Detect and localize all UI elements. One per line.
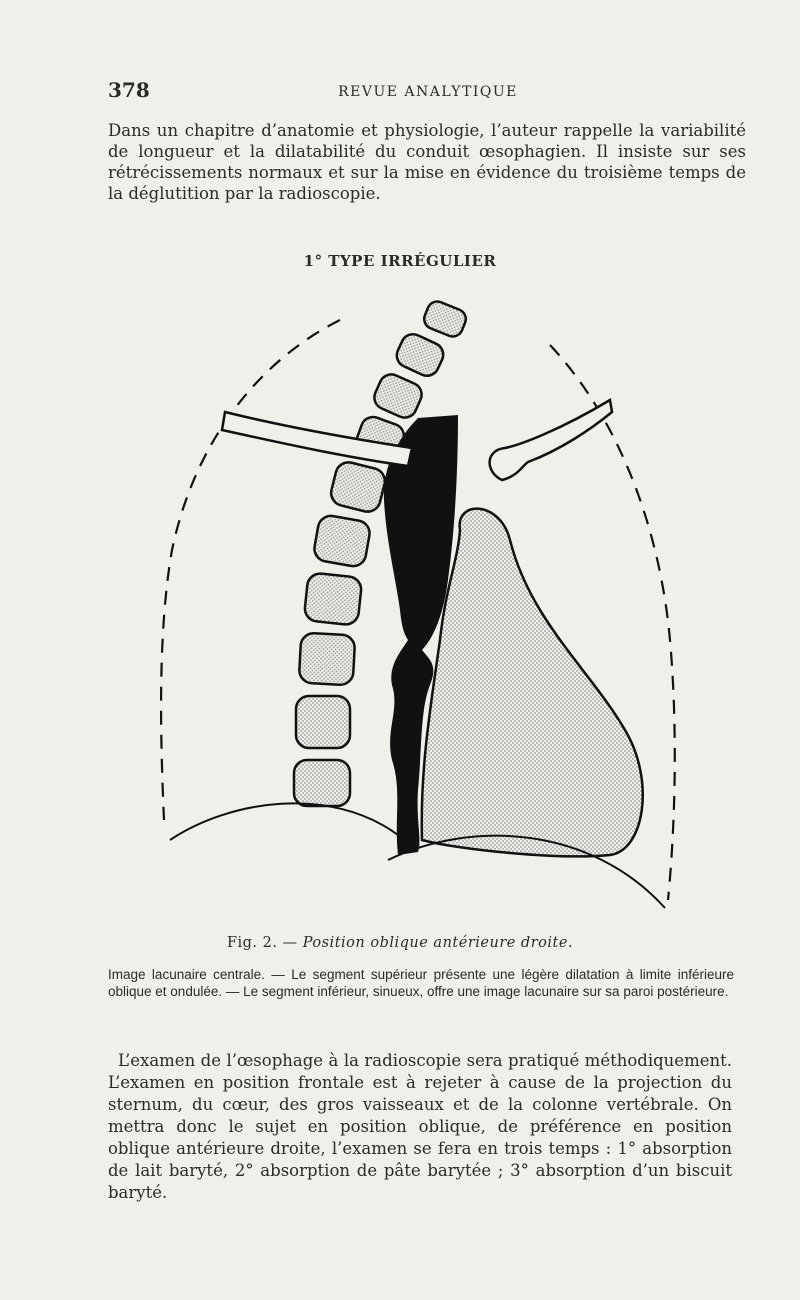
vertebra [328,460,387,515]
vertebra [371,371,426,422]
vertebra [296,696,350,748]
figure-heading: 1° TYPE IRRÉGULIER [303,252,497,270]
page-number: 378 [108,78,150,102]
vertebra [312,514,371,568]
figure-caption [0,935,800,951]
vertebra [294,760,350,806]
body-paragraph: L’examen de l’œsophage à la radioscopie sera pratiqué méthodiquement. L’examen en position frontale est à rejeter à cause de la projection du sternum, du cœur, des gros vaisseaux et de la colonne vertébrale. On mettra donc le sujet en position oblique, de préférence en position oblique antérieure droite, l’examen se fera en trois temps : 1° absorption de lait baryté, 2° absorption de pâte barytée ; 3° absorption d’un biscuit baryté. [108,1051,732,1202]
diaphragm-left-dome [170,803,398,840]
figure-number: Fig. 2. — [226,935,298,951]
page-header [108,78,748,108]
vertebra [299,633,356,686]
figure-title: Position oblique antérieure droite. [302,935,574,951]
vertebra [393,330,447,379]
intro-paragraph: Dans un chapitre d’anatomie et physiologie, l’auteur rappelle la variabilité de longueur et la dilatabilité du conduit œsophagien. Il insiste sur ses rétrécissements normaux et sur la mise en évidence du troisième temps de la déglutition par la radioscopie. [108,121,746,203]
right-clavicle [490,400,612,480]
heart-shadow [422,509,643,857]
radiograph-illustration [140,290,680,930]
vertebra [421,299,469,340]
figure-legend: Image lacunaire centrale. — Le segment supérieur présente une légère dilatation à limite inférieure oblique et ondulée. — Le segment inférieur, sinueux, offre une image lacunaire sur sa paroi postérieure. [108,967,734,999]
vertebra [304,572,363,625]
running-title: REVUE ANALYTIQUE [338,84,518,100]
